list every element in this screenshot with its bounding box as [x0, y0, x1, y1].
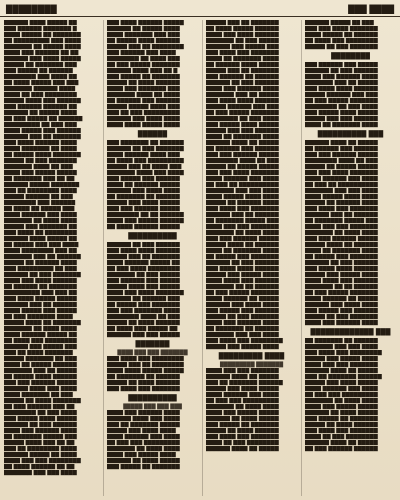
directory-entry: ████████ ████ ██ ███	[305, 158, 378, 164]
directory-entry: ██ ████ ██ █████ ███	[4, 206, 75, 212]
directory-entry: ███ ██ ████████ ████	[4, 446, 77, 452]
directory-entry: ██ █████ ████ ██████	[107, 38, 180, 44]
directory-entry: █████ ███ ████ █████	[107, 200, 180, 206]
directory-entry: █████ ██ ████ ██████	[107, 320, 180, 326]
directory-entry: ████ ███ █████ ██████	[107, 218, 184, 224]
directory-entry: ██ █████ ███ ███████	[107, 302, 180, 308]
directory-entry: ███████ ███ ██ ██████	[4, 254, 81, 260]
directory-entry: ███████ ███ ██ █████	[305, 80, 378, 86]
directory-entry: ██████ ███ █████ ███	[4, 344, 77, 350]
directory-entry: ██████ ██ ████ █████	[206, 416, 279, 422]
directory-entry: ██ ██████ ███ ██████	[305, 146, 378, 152]
directory-entry: ███ ███ ██████ █████	[305, 152, 378, 158]
directory-entry: ████ ███ ██████ ██ ██	[4, 50, 79, 56]
directory-entry: ████ ██ ██████ █████	[107, 182, 180, 188]
directory-entry: ██ ███ ███ █████████	[206, 398, 279, 404]
directory-entry: ██████ ████ ██ █████	[305, 140, 378, 146]
directory-entry: ██ ███ █████ ███████	[206, 290, 279, 296]
directory-entry: ███████ ██ ████ ████	[206, 230, 279, 236]
directory-entry: █████ ███ █████ ████	[305, 272, 378, 278]
directory-entry: ████ ███ █████ █████	[305, 404, 378, 410]
directory-entry: ████████ ███ ████ ██	[4, 74, 77, 80]
directory-entry: ██████ ████ ███ ████	[4, 386, 77, 392]
directory-entry: ██████ ███ ██ ███████	[4, 134, 81, 140]
directory-entry: █████ ███ ██ ████████	[107, 44, 184, 50]
directory-entry: ████ ████ █████ █████	[107, 368, 184, 374]
directory-entry: ███ ████ ████ ██████	[305, 266, 378, 272]
directory-entry: ██████ ██ ███ ██████	[4, 422, 77, 428]
directory-entry: ████ ██ ███████ ████	[206, 134, 279, 140]
directory-entry: ████ ██████ ███ ████	[107, 434, 180, 440]
directory-entry: ██ ███ ██ ██████████	[206, 182, 279, 188]
directory-entry: ██████ ███ ████ ████	[107, 116, 180, 122]
directory-entry: ███ ███ ███████ ████	[107, 308, 180, 314]
directory-entry: ████ ██ █████ ██████	[4, 362, 77, 368]
directory-entry: ███ ████ ███ ███████	[305, 206, 378, 212]
directory-entry: █████ ██████ ██ ███	[4, 194, 73, 200]
directory-entry: ████ ████ ███ ██████	[206, 278, 279, 284]
directory-entry: ████ ██████ █████ ██	[4, 332, 77, 338]
directory-entry: ███ ████ ████ ██████	[107, 248, 180, 254]
directory-entry: ████████ ██ ███ ████	[4, 410, 77, 416]
directory-entry: ██ ████ █████ ██████	[206, 26, 279, 32]
directory-entry: █████ ████ ███ █████	[107, 284, 180, 290]
directory-entry: ██ █████ ███ ███████	[305, 254, 378, 260]
directory-entry: ████ ███ ██████ ████	[305, 320, 378, 326]
directory-entry: █████ ████ ███ ██████	[4, 98, 81, 104]
directory-entry: █████ ██ ███████ ███	[4, 62, 77, 68]
directory-entry: █████ ███ ██ ███████	[107, 254, 180, 260]
directory-entry: ████ █████ ███ ██████	[4, 128, 81, 134]
directory-entry: ████ ████ █████ ████	[107, 122, 180, 128]
directory-entry: ███████ ████ ██ ███	[4, 164, 73, 170]
section-heading: ███████	[135, 341, 170, 348]
directory-entry: █████ █████ ████ ███	[107, 104, 180, 110]
section-heading: ██████████	[128, 395, 177, 402]
directory-entry: ███ █████ ██ ███████	[305, 416, 378, 422]
directory-entry: ███ ██████ ███████ █	[4, 26, 77, 32]
column-3	[202, 20, 297, 496]
directory-entry: ███████ ███ ███ ████	[305, 344, 378, 350]
directory-entry: ██ ████ ██████ █████	[107, 224, 180, 230]
directory-entry: ███ ██ ███████ ██████	[305, 374, 382, 380]
directory-entry: ██ █████ ████ ██████	[4, 374, 77, 380]
directory-entry: ████ ██████ ███ ████	[305, 386, 378, 392]
column-1	[4, 20, 99, 496]
directory-entry: █████ ███████ ██ ███	[4, 356, 77, 362]
directory-entry: ███ ██████ ███ ████	[107, 50, 176, 56]
directory-entry: ██ ██████ ███ ██████	[206, 146, 279, 152]
directory-entry: ██ ███ █████ ███████	[305, 290, 378, 296]
directory-entry: ████ ███ ██████ ████	[206, 86, 279, 92]
directory-entry: ██████ ████ █████ ██	[4, 20, 77, 26]
directory-entry: ██ ███████ ██ ██████	[305, 338, 378, 344]
directory-entry: █████ ███ █████ ████	[305, 356, 378, 362]
directory-entry: ██████ ████ ███ ██ █	[107, 68, 178, 74]
directory-entry: ████████ ███ ██████	[4, 200, 76, 206]
directory-entry: ██████ ███ ███ █████	[107, 332, 180, 338]
directory-entry: ███ █████ ███ ██████	[305, 308, 378, 314]
directory-entry: ██████ █████ ███████	[4, 182, 80, 188]
directory-entry: ███ ████ ████ ██████	[305, 86, 378, 92]
directory-entry: ███████ ████ ██ ████	[107, 92, 180, 98]
directory-entry: █████ ██ ████ ██████	[107, 380, 180, 386]
directory-entry: ███████ ██████ ████	[4, 86, 76, 92]
directory-entry: ███ ██ ████ ███████	[4, 350, 73, 356]
directory-entry: ██ ███████ ██ ██████	[206, 326, 279, 332]
directory-entry: ████████ ██ ██ ██████	[107, 212, 184, 218]
header-right: ███ ████	[348, 4, 394, 14]
directory-entry: ██████ ██ ███ ██████	[206, 80, 279, 86]
directory-entry: ███ ███ ██████ █████	[206, 236, 279, 242]
directory-entry: ██ ██████ ████ █████	[206, 62, 279, 68]
directory-entry: ███████ ██ █████ ████	[4, 44, 81, 50]
section-heading: █████████████ ███	[310, 329, 391, 336]
directory-entry: ███ █████ ██ ██████	[4, 68, 73, 74]
directory-entry: ████ ███ ███ ████████	[4, 458, 81, 464]
directory-entry: █████ ██ ████ ██████	[305, 422, 378, 428]
directory-entry: ████ █████ ██ ███████	[4, 32, 81, 38]
directory-entry: ████ ███████ ██ ████	[4, 146, 77, 152]
directory-entry: ███ ███ ██████ █████	[4, 380, 77, 386]
directory-entry: ███ ████ ████ ██████	[206, 266, 279, 272]
directory-entry: █████ ██ ████ ███████	[4, 398, 81, 404]
directory-entry: ███████ ██ ████ ████	[4, 326, 77, 332]
directory-entry: ███ ████ ███ ████████	[206, 338, 283, 344]
directory-entry: ██ ███ ████ ████████	[107, 266, 180, 272]
directory-entry: ██ ███ ██████ ███ ██	[4, 404, 75, 410]
directory-entry: ███████ ███ ██ █████	[4, 368, 77, 374]
directory-entry: ████ ██ ███ ████████	[305, 434, 378, 440]
directory-entry: ████ ██████ ██ █████	[305, 296, 378, 302]
directory-entry: ███████ ██ ██ ██████	[305, 284, 378, 290]
directory-entry: ██████ █████ ██ ████	[4, 452, 77, 458]
directory-entry: ████ ███ ███ ███████	[305, 224, 378, 230]
directory-entry: ████ ███ ██████ ████	[4, 428, 77, 434]
directory-entry: ████████ ██ ███ ████	[206, 116, 279, 122]
directory-entry: ██████ ███ ████ ████	[206, 302, 279, 308]
column-2	[103, 20, 198, 496]
directory-entry: █████ ███ ███ ██████	[206, 128, 279, 134]
section-subheading: █████ ███ ███ ███	[123, 404, 182, 410]
directory-entry: ██ ███████ █████ ███	[4, 434, 77, 440]
directory-entry: ████ ███ ███████ ███	[107, 86, 180, 92]
directory-entry: ███████ ██ ██ ██████	[206, 284, 279, 290]
directory-entry: ██ ███████ █████ ███	[305, 218, 378, 224]
directory-entry: ██████ ██ █████ ████	[4, 110, 77, 116]
directory-entry: ████ ███ █████ █████	[4, 170, 77, 176]
directory-entry: ██ ██████ ██ ███████	[4, 284, 77, 290]
section-heading: ██████████ ███	[317, 131, 384, 138]
directory-entry: ██████ ███ ██ ██████	[4, 302, 77, 308]
directory-entry: ████ ██ ███████ ████	[305, 122, 378, 128]
directory-entry: ███ ██ ████████ ████	[4, 188, 77, 194]
directory-entry: ████ ███ ██████ ████	[206, 320, 279, 326]
directory-entry: ██████ ██ ██████ ███	[107, 296, 180, 302]
directory-entry: ███ ████ ██████ █████	[107, 20, 184, 26]
directory-entry: ██ █████████ ███ ████	[4, 38, 81, 44]
directory-entry: ██ ██████ ███ ██████	[107, 98, 180, 104]
directory-entry: █████ ████ ██ ███████	[4, 320, 81, 326]
directory-entry: █████ ███ █████ ████	[206, 272, 279, 278]
directory-entry: ████ ██████ ███ ████	[206, 176, 279, 182]
directory-entry: ███ ████ █████ █████	[4, 296, 77, 302]
directory-entry: ███████ ██ ███ █████	[107, 272, 180, 278]
directory-entry: █████ ███ ███████ ██	[4, 224, 77, 230]
directory-entry: ███ ███ ████ ███████	[206, 170, 279, 176]
section-heading: ██████	[137, 131, 168, 138]
directory-entry: ███ ██████ ██████ ██	[4, 104, 77, 110]
section-heading: ██████████	[128, 233, 177, 240]
directory-entry: ███████ ███ ███ ████	[206, 188, 279, 194]
directory-entry: ████ ███ ███ ███████	[206, 224, 279, 230]
directory-entry: ██████ ██ ███ ██████	[206, 260, 279, 266]
directory-entry: ████ ███ ████ ██████	[4, 278, 77, 284]
directory-entry: ██████ ███ ████ █████	[4, 56, 81, 62]
directory-entry: ████ ██ ███████ ████	[206, 248, 279, 254]
section-subheading: █████████ ███████	[219, 362, 284, 368]
directory-entry: ████ ███ ███ ███████	[305, 362, 378, 368]
directory-entry: ███████ ██ ████ ████	[305, 398, 378, 404]
directory-entry: █████ ████ ███ ██ ██	[4, 440, 75, 446]
directory-entry: ████ ███ ██████ ████	[107, 410, 180, 416]
directory-entry: ██ ███ █████ ██ ██████	[4, 116, 83, 122]
directory-entry: ███ █████ ████ █████	[4, 416, 77, 422]
directory-entry: ████ ██████ ██ █████	[206, 296, 279, 302]
directory-entry: ████ ██ ███████ ████	[206, 56, 279, 62]
directory-entry: ████ ███ ████ ██████	[206, 32, 279, 38]
directory-entry: ██████ ████ █████ ██	[4, 236, 77, 242]
directory-entry: ██ █████ ███ ███████	[206, 254, 279, 260]
section-heading: █████████ ████	[218, 353, 285, 360]
directory-entry: ███ ██ ███████ █████	[107, 422, 180, 428]
directory-entry: █████ ██ ██████ ████	[206, 200, 279, 206]
directory-entry: █████ ███ ██ ████████	[107, 362, 184, 368]
directory-entry: █████ ████ ██ ██████	[305, 242, 378, 248]
directory-entry: ██ ███████ ██ ██████	[107, 194, 180, 200]
directory-entry: █████ ███ ██ ███████	[206, 68, 279, 74]
directory-entry: ██████ ████ ██ █████	[206, 446, 279, 452]
directory-entry: ███████ ████ ███ ████	[107, 170, 184, 176]
section-heading: ████████	[331, 53, 370, 60]
directory-entry: ██████ ███ ██ ██████	[305, 212, 378, 218]
directory-entry: ██ ███████ ███ ██ ██	[4, 176, 75, 182]
directory-entry: ███ █████ ██ ███████	[107, 74, 180, 80]
directory-entry: ███ ████ ███ ████████	[305, 350, 382, 356]
directory-entry: █████ ███ ████ █████	[305, 380, 378, 386]
directory-entry: █████ ███ ██ ███████	[206, 20, 279, 26]
directory-entry: ██████ ████ ██ █████	[305, 368, 378, 374]
directory-entry: ███ █████ ██ ███████	[206, 422, 279, 428]
directory-entry: ███ █████ ████ █████	[305, 110, 378, 116]
directory-entry: ████ ██████ ████ ███	[107, 152, 180, 158]
directory-entry: ████ ████████ ███ ██	[4, 248, 77, 254]
directory-entry: ████ ██ ███ ████████	[206, 440, 279, 446]
directory-entry: ████ ██ ███ ████████	[4, 92, 77, 98]
directory-entry: ███ █████ ███ ██████	[107, 176, 180, 182]
directory-entry: ██████ ██ ███ ██████	[305, 68, 378, 74]
directory-entry: ████████ ████ ██ ███	[206, 158, 279, 164]
directory-entry: ██ ███ █████ ███████	[206, 110, 279, 116]
directory-entry: █████ ██ █████ █████	[206, 164, 279, 170]
directory-entry: ██ ███████ ██ ██████	[107, 374, 180, 380]
directory-entry: ██ █████ ███ ███ ████	[4, 242, 79, 248]
directory-entry: ███████ ██ ███ █████	[206, 38, 279, 44]
directory-entry: █████ ██ ███ ███████	[206, 314, 279, 320]
directory-entry: ███ ██████ ███ █████	[305, 62, 378, 68]
directory-entry: █████ ██ ███ ███████	[4, 158, 77, 164]
directory-entry: ███ █████ ██ ███████	[107, 464, 180, 470]
directory-entry: ██ ████ █████ ███ ███	[4, 80, 79, 86]
directory-entry: █████ ██ ███ ███████	[305, 44, 378, 50]
directory-entry: █████████ ██ ███ ███	[4, 122, 77, 128]
directory-entry: ██ █████ ████ ███████	[4, 152, 81, 158]
directory-entry: ██████ █████ ██ ███	[305, 20, 374, 26]
directory-entry: ███ █████ ████ █████	[206, 122, 279, 128]
directory-entry: ███████ ██ ████ ████	[107, 446, 180, 452]
directory-entry: ██████ ████ ███ ████	[107, 416, 180, 422]
directory-entry: ██████ ███ ████ ████	[107, 188, 180, 194]
directory-entry: █████ ██ ████ ██████	[107, 80, 180, 86]
directory-entry: ███████ ███ ███ ████	[305, 188, 378, 194]
directory-entry: ██████ ██ █████ ████	[107, 26, 180, 32]
columns-grid	[4, 20, 396, 496]
directory-entry: █████ ██████ ███ ███	[206, 104, 279, 110]
directory-entry: █████ ██ █████ █████	[305, 164, 378, 170]
directory-entry: ████ ██████ ███ ████	[206, 392, 279, 398]
directory-entry: ████ ███ █████ ████	[107, 452, 176, 458]
directory-entry: ██████ ██ ███ ███████	[107, 146, 184, 152]
directory-entry: ████████ ██ ████ ███	[107, 56, 180, 62]
directory-entry: ██ ███████ █████ ███	[206, 218, 279, 224]
directory-entry: ██████ ██ ███ ███████	[4, 272, 81, 278]
directory-entry: ██████ ███ ████ ████	[305, 302, 378, 308]
directory-entry: ███ ████ ██ ████████	[4, 230, 77, 236]
directory-entry: ███████ ██ ████ ████	[305, 230, 378, 236]
directory-entry: ████████ ██ ███ ████	[305, 104, 378, 110]
directory-entry: ████ ██████ █████ ██	[107, 260, 180, 266]
directory-entry: ███ █████ ███ ██████	[206, 308, 279, 314]
directory-entry: █████ ██ ████ ██████	[206, 428, 279, 434]
directory-entry: ███████ ██ ████ ████	[206, 404, 279, 410]
directory-entry: ████ ███████ ███ ███	[107, 32, 180, 38]
directory-entry: ███ ███ ██████ █████	[107, 206, 180, 212]
directory-entry: █████ ████ ██ ██████	[206, 242, 279, 248]
directory-entry: ████████ ████ ██ ███	[107, 314, 180, 320]
directory-entry: █████ ███ ████ ████	[107, 428, 176, 434]
directory-entry: ████ ███ ███ ███████	[206, 368, 279, 374]
directory-entry: ███ ████ ███ ███████	[107, 386, 180, 392]
directory-entry: █████ ██████ ███ ███	[305, 92, 378, 98]
directory-entry: ██████ ██ ███ ██████	[107, 242, 180, 248]
directory-entry: ███ ████ ███ ███████	[206, 434, 279, 440]
directory-entry: ███████ ███ ███ ████	[4, 470, 77, 476]
directory-entry: ███ ████ ███ ████████	[107, 356, 184, 362]
directory-entry: ███ ██████ ██ ██████	[206, 74, 279, 80]
section-subheading: ████ ███ ███ ███████	[117, 350, 188, 356]
directory-entry: ███████ ███ ██ █████	[206, 92, 279, 98]
directory-entry: ██████ ████ ██ █████	[305, 440, 378, 446]
directory-entry: ██ ███ ███ █████████	[305, 392, 378, 398]
directory-entry: ███ ███ ████ ███████	[305, 26, 378, 32]
directory-entry: ██ ███ ███ █████████	[107, 440, 180, 446]
directory-entry: ███ ████ ███ ███████	[206, 206, 279, 212]
directory-entry: ███ ██████ ███ █████	[107, 278, 180, 284]
directory-entry: █████ ██ ██████ ████	[305, 200, 378, 206]
directory-entry: ████ ██████ ███ ████	[4, 212, 77, 218]
directory-entry: ██ ███ ██ ██████████	[305, 182, 378, 188]
directory-entry: ████ ████ ███ ██████	[305, 278, 378, 284]
directory-entry: ████ █████ ███ █████	[4, 308, 77, 314]
directory-entry: ████ ███████ ██ ███	[4, 392, 73, 398]
directory-entry: ██████ ████ ██ █████	[206, 374, 279, 380]
directory-entry: ██ ███ █████ ███████	[305, 98, 378, 104]
directory-entry: ███ ████ ███ ███████	[206, 50, 279, 56]
directory-entry: █████████ ███ ███ ██	[4, 290, 77, 296]
directory-entry: █████ ██ ███ ███████	[305, 314, 378, 320]
directory-entry: ██ ████ ███ █████ ██	[107, 326, 178, 332]
directory-entry: ████ ███ ████ ███████	[107, 290, 184, 296]
directory-entry: ██████ ██ ████ █████	[305, 410, 378, 416]
directory-entry: ██ ███ ███████ ████	[4, 314, 73, 320]
directory-entry: █████ ██ ██████ ████	[4, 260, 77, 266]
directory-entry: ███ ███ ██████ █████	[206, 152, 279, 158]
directory-entry: ████ ██ ███████ ████	[305, 248, 378, 254]
directory-entry: ███████ ███ ███ ████	[206, 332, 279, 338]
directory-entry: ████ █████ ██ ██████	[305, 32, 378, 38]
directory-entry: █████ ███ ███ ██████	[305, 116, 378, 122]
directory-entry: ██ ████ ███ ████████	[305, 38, 378, 44]
directory-entry: █████ ███ ██ ████ ███	[107, 164, 182, 170]
directory-entry: ███ ███ ████ ███████	[305, 170, 378, 176]
directory-entry: ██████ ███ █████ ███	[206, 44, 279, 50]
directory-entry: █████ ███ █████ ████	[206, 344, 279, 350]
directory-entry: ███████ ██ ████ ████	[4, 218, 77, 224]
directory-entry: ███ ███████ ██ ██████	[107, 140, 184, 146]
directory-entry: ███ ██ ███████ ██████	[206, 380, 283, 386]
directory-entry: ██ ████ ███ ████████	[4, 338, 77, 344]
directory-entry: ██ ████ ███ █████████	[107, 158, 184, 164]
directory-entry: ██ ███ █████ ███████	[107, 62, 180, 68]
directory-entry: ████ ███ ██████ ████	[305, 74, 378, 80]
directory-entry: ████ █████ ████ ████	[305, 194, 378, 200]
directory-entry: ██████ ████ ██ █████	[206, 140, 279, 146]
directory-entry: ███ ████ ███ ███████	[305, 428, 378, 434]
directory-entry: ██ ████ ██████ ██ ██	[4, 464, 75, 470]
directory-entry: ██ ███ ██████ ██████	[305, 446, 378, 452]
directory-entry: ███ ██ ███ █████████	[107, 110, 180, 116]
page-header	[0, 2, 400, 17]
header-left: ████████	[6, 4, 57, 14]
directory-entry: ████ █████ ████ ████	[206, 194, 279, 200]
column-4	[301, 20, 396, 496]
directory-entry: ██████ ██ ████ █████	[107, 458, 180, 464]
directory-entry: ███ ████ ██████ ████	[4, 140, 77, 146]
directory-entry: ██████ ███ ██ ██████	[206, 212, 279, 218]
directory-entry: ██████ ██ ███ ██████	[305, 260, 378, 266]
directory-entry: ███ █████████ ██ ███	[4, 266, 77, 272]
directory-entry: ████ ███ █████ █████	[206, 410, 279, 416]
directory-entry: ████ ██████ ███ ████	[305, 176, 378, 182]
directory-entry: █████ ███ ████ █████	[206, 386, 279, 392]
directory-entry: ███ ███ ██████ █████	[305, 236, 378, 242]
directory-entry: ███ ████ ████ ██████	[206, 98, 279, 104]
